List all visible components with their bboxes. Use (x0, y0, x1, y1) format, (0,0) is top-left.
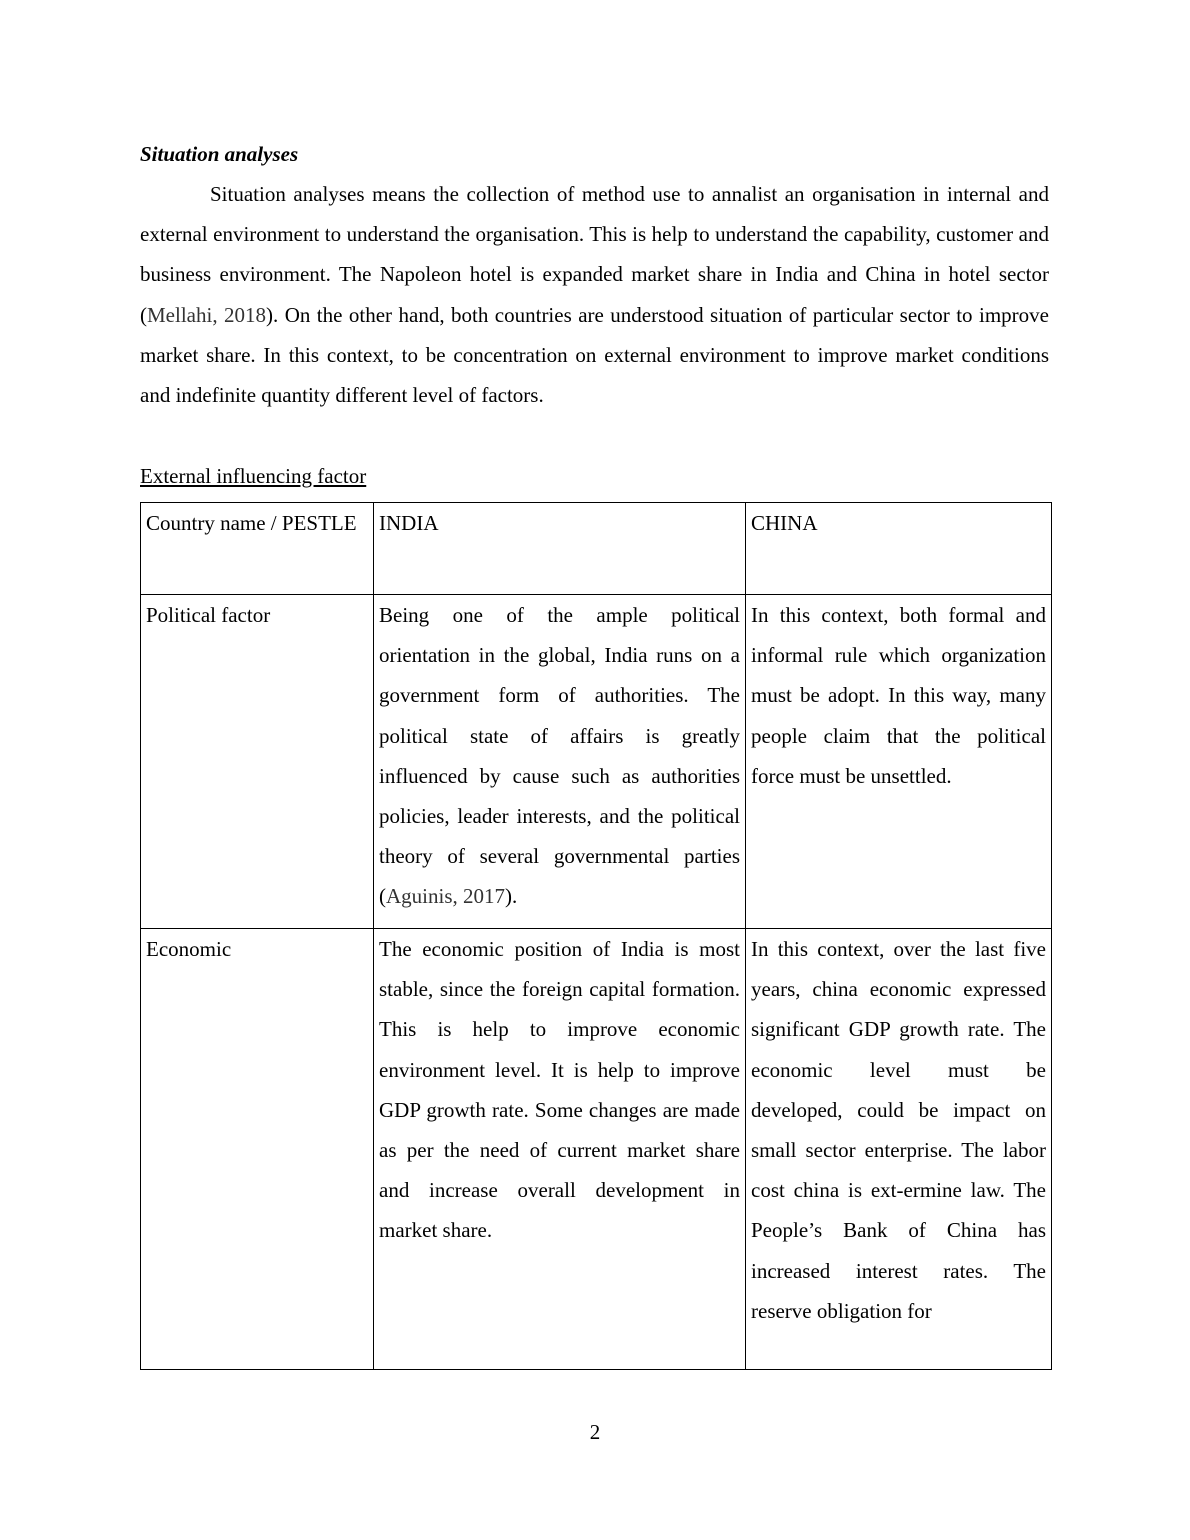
page-number: 2 (589, 1420, 601, 1444)
cell-economic-india: The economic position of India is most stable, since the foreign capital formation. This is help to improve economic environment level. It is help to improve GDP growth rate. Some changes are made as per the need of current market share and increase overall development in market share. (374, 929, 746, 1370)
citation-aguinis: Aguinis, 2017 (386, 884, 506, 909)
header-cell-india: INDIA (374, 503, 746, 595)
citation-mellahi: Mellahi, 2018 (147, 302, 267, 327)
section-heading: Situation analyses (140, 142, 299, 166)
header-cell-china: CHINA (746, 503, 1052, 595)
cell-political-china: In this context, both formal and informal rule which organization must be adopt. In this way, many people claim that the political force must be unsettled. (746, 595, 1052, 929)
political-india-text-end: ). (505, 884, 518, 909)
table-row-political (141, 595, 1052, 929)
header-cell-country-pestle: Country name / PESTLE (141, 503, 374, 595)
table-header-row (141, 503, 1052, 595)
cell-economic-label: Economic (141, 929, 374, 1370)
subheading-external-factor: External influencing factor (140, 464, 367, 488)
political-india-text: Being one of the ample political orientation in the global, India runs on a government form of authorities. The political state of affairs is greatly influenced by cause such as authorities policies, leader interests, and the political theory of several governmental parties ( (379, 603, 740, 909)
cell-political-india (374, 595, 746, 929)
paragraph-text-part2: ). On the other hand, both countries are understood situation of particular sector to improve market share. In this context, to be concentration on external environment to improve market conditions and indefinite quantity different level of factors. (140, 302, 1049, 408)
pestle-table (140, 502, 1052, 1370)
table-row-economic (141, 929, 1052, 1370)
intro-paragraph (140, 174, 1049, 415)
paragraph-text-part1: Situation analyses means the collection of method use to annalist an organisation in internal and external environment to understand the organisation. This is help to understand the capability, customer and business environment. The Napoleon hotel is expanded market share in India and China in hotel sector ( (140, 182, 1049, 327)
cell-economic-china: In this context, over the last five years, china economic expressed significant GDP growth rate. The economic level must be developed, could be impact on small sector enterprise. The labor cost china is ext-ermine law. The People’s Bank of China has increased interest rates. The reserve obligation for (746, 929, 1052, 1370)
cell-political-factor-label: Political factor (141, 595, 374, 929)
